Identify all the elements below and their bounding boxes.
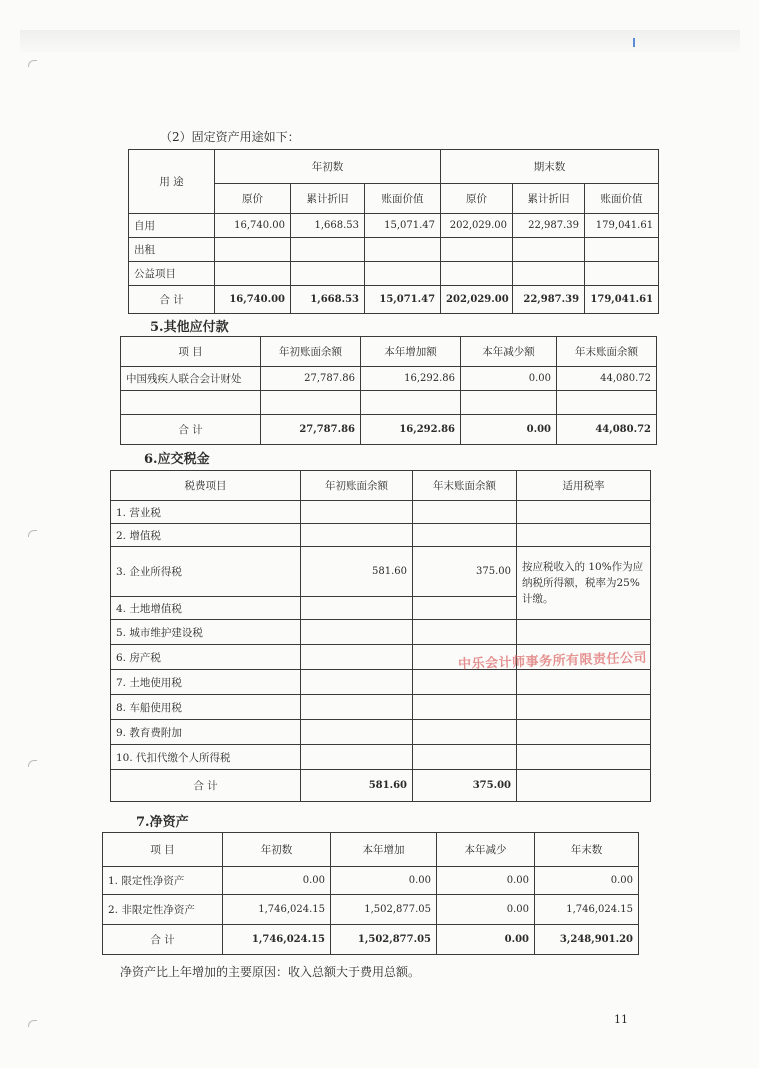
col-header: 年初数 [223, 833, 331, 867]
section-title-net-assets: 7.净资产 [136, 815, 189, 830]
sub-header: 账面价值 [585, 184, 659, 214]
table-row [129, 238, 659, 262]
cell: 202,029.00 [441, 286, 513, 314]
total-row [103, 925, 639, 955]
cell [517, 695, 651, 720]
col-header: 年末账面余额 [413, 471, 517, 501]
cell: 44,080.72 [557, 367, 657, 391]
cell [585, 238, 659, 262]
cell [413, 695, 517, 720]
taxes-table [110, 470, 651, 802]
table-row [111, 670, 651, 695]
cell: 44,080.72 [557, 415, 657, 445]
cell [413, 524, 517, 547]
cell [215, 262, 291, 286]
cell: 0.00 [437, 925, 535, 955]
cell [441, 238, 513, 262]
cell: 0.00 [437, 895, 535, 925]
punch-hole-mark [28, 60, 37, 67]
cell [301, 720, 413, 745]
row-label: 1. 限定性净资产 [103, 867, 223, 895]
cell: 1,746,024.15 [223, 895, 331, 925]
cell [517, 670, 651, 695]
section-title-other-payables: 5.其他应付款 [150, 320, 229, 335]
cell: 0.00 [461, 415, 557, 445]
row-label: 公益项目 [129, 262, 215, 286]
total-label: 合 计 [111, 770, 301, 802]
cell: 1,668.53 [291, 286, 365, 314]
cell [517, 720, 651, 745]
cell [365, 262, 441, 286]
table-row [111, 745, 651, 770]
cell: 1,746,024.15 [535, 895, 639, 925]
row-label: 4. 土地增值税 [111, 597, 301, 620]
row-label: 6. 房产税 [111, 645, 301, 670]
sub-header: 累计折旧 [291, 184, 365, 214]
cell [291, 262, 365, 286]
table-row [129, 214, 659, 238]
scan-mark [633, 38, 635, 47]
cell [413, 501, 517, 524]
cell: 1,746,024.15 [223, 925, 331, 955]
cell [261, 391, 361, 415]
punch-hole-mark [28, 760, 37, 767]
cell [301, 524, 413, 547]
table-row [121, 367, 657, 391]
col-header: 项 目 [103, 833, 223, 867]
row-label: 1. 营业税 [111, 501, 301, 524]
cell: 15,071.47 [365, 214, 441, 238]
scan-top-band [20, 30, 740, 52]
cell: 179,041.61 [585, 214, 659, 238]
col-header: 年初账面余额 [261, 337, 361, 367]
row-label: 8. 车船使用税 [111, 695, 301, 720]
sub-header: 账面价值 [365, 184, 441, 214]
row-label: 7. 土地使用税 [111, 670, 301, 695]
cell [413, 620, 517, 645]
cell [557, 391, 657, 415]
cell [517, 501, 651, 524]
header-end: 期末数 [441, 150, 659, 184]
cell: 581.60 [301, 770, 413, 802]
cell [513, 238, 585, 262]
cell [517, 620, 651, 645]
cell [301, 620, 413, 645]
row-label: 2. 非限定性净资产 [103, 895, 223, 925]
col-header: 本年减少 [437, 833, 535, 867]
auditor-stamp: 中乐会计师事务所有限责任公司 [457, 650, 648, 673]
fixed-assets-intro: （2）固定资产用途如下： [160, 130, 300, 144]
header-begin: 年初数 [215, 150, 441, 184]
cell [441, 262, 513, 286]
row-label: 中国残疾人联合会计财处 [121, 367, 261, 391]
cell: 0.00 [223, 867, 331, 895]
cell: 27,787.86 [261, 367, 361, 391]
punch-hole-mark [28, 530, 37, 537]
cell: 202,029.00 [441, 214, 513, 238]
table-row [103, 895, 639, 925]
fixed-assets-table [128, 149, 659, 314]
cell [301, 670, 413, 695]
row-label: 2. 增值税 [111, 524, 301, 547]
total-row [129, 286, 659, 314]
cell [301, 645, 413, 670]
col-header: 本年增加额 [361, 337, 461, 367]
col-header: 年末账面余额 [557, 337, 657, 367]
sub-header: 原价 [441, 184, 513, 214]
cell [517, 524, 651, 547]
tax-rate-note: 按应税收入的 10%作为应纳税所得额，税率为25%计缴。 [517, 547, 651, 620]
cell: 0.00 [535, 867, 639, 895]
cell [301, 695, 413, 720]
cell: 1,502,877.05 [331, 895, 437, 925]
table-row [111, 547, 651, 597]
net-assets-table [102, 832, 639, 955]
cell: 3,248,901.20 [535, 925, 639, 955]
table-row [111, 524, 651, 547]
total-row [111, 770, 651, 802]
cell: 0.00 [461, 367, 557, 391]
col-header: 税费项目 [111, 471, 301, 501]
header-usage: 用 途 [129, 150, 215, 214]
cell: 22,987.39 [513, 286, 585, 314]
table-row [111, 720, 651, 745]
cell: 1,668.53 [291, 214, 365, 238]
sub-header: 累计折旧 [513, 184, 585, 214]
col-header: 本年增加 [331, 833, 437, 867]
cell: 22,987.39 [513, 214, 585, 238]
total-row [121, 415, 657, 445]
cell: 375.00 [413, 547, 517, 597]
cell [365, 238, 441, 262]
cell: 0.00 [437, 867, 535, 895]
cell [361, 391, 461, 415]
col-header: 项 目 [121, 337, 261, 367]
cell: 581.60 [301, 547, 413, 597]
col-header: 年初账面余额 [301, 471, 413, 501]
row-label: 5. 城市维护建设税 [111, 620, 301, 645]
total-label: 合 计 [121, 415, 261, 445]
table-row [111, 501, 651, 524]
cell [215, 238, 291, 262]
cell [413, 597, 517, 620]
col-header: 适用税率 [517, 471, 651, 501]
cell [301, 597, 413, 620]
table-row [121, 391, 657, 415]
sub-header: 原价 [215, 184, 291, 214]
cell: 15,071.47 [365, 286, 441, 314]
other-payables-table [120, 336, 657, 445]
cell [413, 670, 517, 695]
row-label: 3. 企业所得税 [111, 547, 301, 597]
cell: 27,787.86 [261, 415, 361, 445]
col-header: 本年减少额 [461, 337, 557, 367]
row-label: 自用 [129, 214, 215, 238]
cell: 16,740.00 [215, 214, 291, 238]
cell [517, 770, 651, 802]
cell [513, 262, 585, 286]
page-number: 11 [614, 1013, 628, 1026]
cell [461, 391, 557, 415]
cell: 375.00 [413, 770, 517, 802]
net-assets-note: 净资产比上年增加的主要原因：收入总额大于费用总额。 [120, 965, 421, 979]
cell [121, 391, 261, 415]
cell: 1,502,877.05 [331, 925, 437, 955]
col-header: 年末数 [535, 833, 639, 867]
cell [413, 720, 517, 745]
table-row [111, 695, 651, 720]
total-label: 合 计 [103, 925, 223, 955]
cell: 179,041.61 [585, 286, 659, 314]
table-row [111, 620, 651, 645]
row-label: 9. 教育费附加 [111, 720, 301, 745]
punch-hole-mark [28, 1020, 37, 1027]
cell [585, 262, 659, 286]
cell [301, 501, 413, 524]
cell: 16,292.86 [361, 415, 461, 445]
cell [301, 745, 413, 770]
cell [413, 745, 517, 770]
table-row [129, 262, 659, 286]
cell: 16,292.86 [361, 367, 461, 391]
cell [517, 745, 651, 770]
row-label: 出租 [129, 238, 215, 262]
total-label: 合 计 [129, 286, 215, 314]
row-label: 10. 代扣代缴个人所得税 [111, 745, 301, 770]
cell: 16,740.00 [215, 286, 291, 314]
table-row [103, 867, 639, 895]
section-title-taxes: 6.应交税金 [144, 452, 210, 467]
cell [291, 238, 365, 262]
cell: 0.00 [331, 867, 437, 895]
